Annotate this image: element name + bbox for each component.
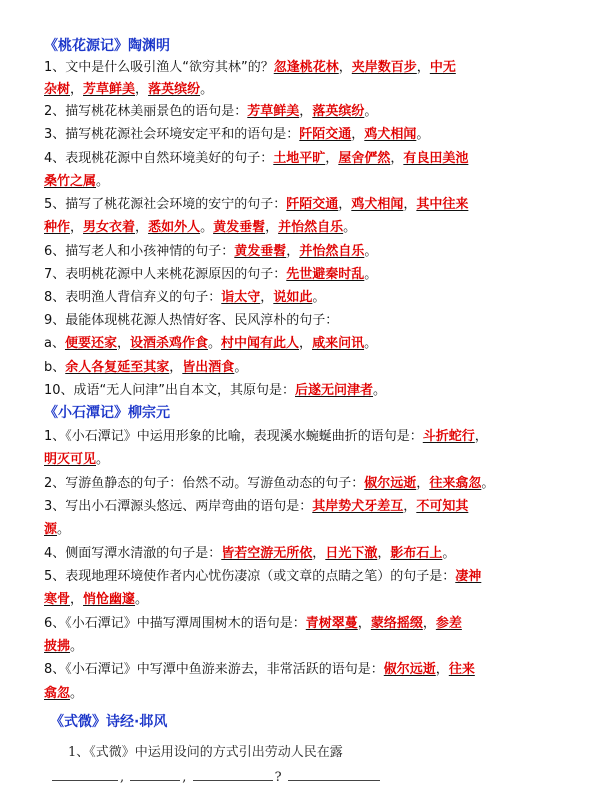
question-line [44,522,70,538]
question-text: 9、最能体现桃花源人热情好客、民风淳朴的句子： [44,313,339,328]
answer-text: 中无 [429,60,456,75]
answer-text: 翕忽 [44,686,71,701]
answer-text: 种作 [44,220,71,235]
question-text: ， [70,592,84,607]
answer-text: 村中闻有此人 [221,336,300,351]
answer-text: 影布石上 [390,546,443,561]
question-line [44,82,213,98]
question-text: 3、写出小石潭源头悠远、两岸弯曲的语句是： [44,499,313,514]
answer-text: 黄发垂髫 [213,220,266,235]
answer-text: 后遂无问津者 [295,383,374,398]
question-text: 。 [312,290,326,305]
question-text: 。 [96,452,110,467]
section-title-text: 《小石潭记》柳宗元 [44,405,170,421]
question-line [44,244,377,260]
question-text: 。 [364,104,378,119]
question-text: 4、表现桃花源中自然环境美好的句子： [44,151,274,166]
question-line [44,336,377,352]
question-text: 。 [343,220,357,235]
section-title-xiaoshitanji [44,405,170,421]
section-title-shiwei [50,714,167,730]
question-text: 。 [70,686,84,701]
question-text: 。 [416,127,430,142]
answer-text: 皆若空游无所依 [221,546,313,561]
question-text: 7、表明桃花源中人来桃花源原因的句子： [44,267,287,282]
question-text: ， [357,616,371,631]
answer-text: 悉如外人 [148,220,201,235]
question-line [68,745,343,761]
answer-text: 其岸势犬牙差互 [312,499,404,514]
answer-text: 蒙络摇缀 [370,616,423,631]
question-text: 。 [135,592,149,607]
question-line [44,452,109,468]
question-line [44,499,468,515]
answer-text: 桑竹之属 [44,174,97,189]
question-text: ， [390,151,404,166]
question-line [44,290,325,306]
answer-text: 寒骨 [44,592,71,607]
question-text: ， [116,336,130,351]
question-text: 。 [364,267,378,282]
question-line [44,383,386,399]
answer-text: 披拂 [44,639,71,654]
question-text: ， [70,82,84,97]
question-text: ， [135,82,149,97]
answer-text: 鸡犬相闻 [351,197,404,212]
question-text: 。 [442,546,456,561]
question-text: 4、侧面写潭水清澈的句子是： [44,546,222,561]
question-text: 。 [200,220,214,235]
answer-text: 设酒杀鸡作食 [130,336,209,351]
answer-text: 凄神 [455,569,482,584]
answer-text: 青树翠蔓 [305,616,358,631]
answer-text: 并怡然自乐 [299,244,365,259]
question-text: 1、文中是什么吸引渔人“欲穷其林”的？ [44,60,274,75]
question-text: ， [135,220,149,235]
answer-text: 悄怆幽邃 [83,592,136,607]
question-text: 。 [481,476,495,491]
question-text: ， [416,60,430,75]
answer-text: 黄发垂髫 [234,244,287,259]
question-line [44,546,455,562]
question-text: 8、表明渔人背信弃义的句子： [44,290,222,305]
question-line [44,174,109,190]
blank[interactable] [130,768,180,781]
question-line [44,592,148,608]
answer-text: 往来 [448,662,475,677]
question-line [44,313,338,329]
answer-text: 鸡犬相闻 [364,127,417,142]
question-text: ， [338,60,352,75]
question-line [44,360,247,376]
question-line [44,569,481,585]
answer-text: 明灭可见 [44,452,97,467]
question-line [44,127,429,143]
answer-text: 落英缤纷 [312,104,365,119]
question-text: 5、表现地理环境使作者内心忧伤凄凉（或文章的点睛之笔）的句子是： [44,569,456,584]
answer-text: 落英缤纷 [148,82,201,97]
question-text: 。 [57,522,71,537]
answer-text: 俶尔远逝 [364,476,417,491]
answer-text: 阡陌交通 [286,197,339,212]
question-text: ， [474,429,488,444]
answer-text: 芳草鲜美 [247,104,300,119]
answer-text: 皆出酒食 [182,360,235,375]
blank[interactable] [52,768,118,781]
question-text: ， [286,244,300,259]
question-text: ， [265,220,279,235]
answer-text: 诣太守 [221,290,261,305]
question-line [44,197,468,213]
question-text: ， [403,197,417,212]
blank-separator: ? [274,770,282,785]
answer-text: 便要还家 [64,336,117,351]
answer-text: 夹岸数百步 [351,60,417,75]
answer-text: 俶尔远逝 [383,662,436,677]
question-text: 6、《小石潭记》中描写潭周围树木的语句是： [44,616,306,631]
answer-text: 忽逢桃花林 [273,60,339,75]
answer-text: 参差 [435,616,462,631]
section-title-text: 《桃花源记》陶渊明 [44,38,170,54]
question-text: 1、《小石潭记》中运用形象的比喻，表现溪水蜿蜒曲折的语句是： [44,429,423,444]
answer-text: 源 [44,522,58,537]
answer-text: 斗折蛇行 [422,429,475,444]
section-title-taohuayuanji [44,38,170,54]
answer-text: 不可知其 [416,499,469,514]
question-text: 。 [364,336,378,351]
answer-text: 土地平旷 [273,151,326,166]
answer-text: 男女衣着 [83,220,136,235]
answer-text: 说如此 [273,290,313,305]
question-text: 。 [96,174,110,189]
question-text: 5、描写了桃花源社会环境的安宁的句子： [44,197,287,212]
blank-separator: , [120,770,125,785]
answer-text: 咸来问讯 [312,336,365,351]
question-line [44,616,462,632]
question-text: ， [260,290,274,305]
question-line [44,639,83,655]
question-text: 3、描写桃花源社会环境安定平和的语句是： [44,127,300,142]
question-line [44,476,494,492]
question-text: ， [351,127,365,142]
question-text: 。 [373,383,387,398]
question-text: 8、《小石潭记》中写潭中鱼游来游去，非常活跃的语句是： [44,662,384,677]
section-title-text: 《式微》诗经·邶风 [50,714,168,730]
question-text: 2、写游鱼静态的句子：佁然不动。写游鱼动态的句子： [44,476,365,491]
question-text: ， [312,546,326,561]
question-text: 。 [70,639,84,654]
question-text: 1、《式微》中运用设问的方式引出劳动人民在露 [68,745,343,760]
fill-in-blank-line [50,768,382,786]
question-text: ， [299,104,313,119]
question-line [44,104,377,120]
question-text: ， [422,616,436,631]
question-text: ， [435,662,449,677]
question-line [44,429,488,445]
question-line [44,662,475,678]
answer-text: 其中往来 [416,197,469,212]
answer-text: 阡陌交通 [299,127,352,142]
answer-text: 杂树 [44,82,71,97]
question-text: 。 [364,244,378,259]
question-text: a、 [44,336,65,351]
question-text: ， [70,220,84,235]
question-text: ， [416,476,430,491]
question-text: ， [338,197,352,212]
question-line [44,267,377,283]
blank[interactable] [288,768,380,781]
question-text: ， [299,336,313,351]
question-line [44,60,456,76]
answer-text: 并怡然自乐 [278,220,344,235]
question-text: ， [169,360,183,375]
question-text: 10、成语“无人问津”出自本文，其原句是： [44,383,296,398]
answer-text: 往来翕忽 [429,476,482,491]
question-text: 。 [200,82,214,97]
question-text: 。 [208,336,222,351]
question-text: ， [377,546,391,561]
answer-text: 日光下澈 [325,546,378,561]
answer-text: 有良田美池 [403,151,469,166]
question-line [44,151,468,167]
question-text: b、 [44,360,66,375]
answer-text: 芳草鲜美 [83,82,136,97]
question-text: ， [403,499,417,514]
answer-text: 屋舍俨然 [338,151,391,166]
question-line [44,686,83,702]
question-text: 2、描写桃花林美丽景色的语句是： [44,104,248,119]
question-text: 6、描写老人和小孩神情的句子： [44,244,235,259]
question-text: 。 [234,360,248,375]
blank-separator: , [182,770,187,785]
answer-text: 余人各复延至其家 [65,360,170,375]
blank[interactable] [193,768,273,781]
answer-text: 先世避秦时乱 [286,267,365,282]
question-text: ， [325,151,339,166]
question-line [44,220,356,236]
